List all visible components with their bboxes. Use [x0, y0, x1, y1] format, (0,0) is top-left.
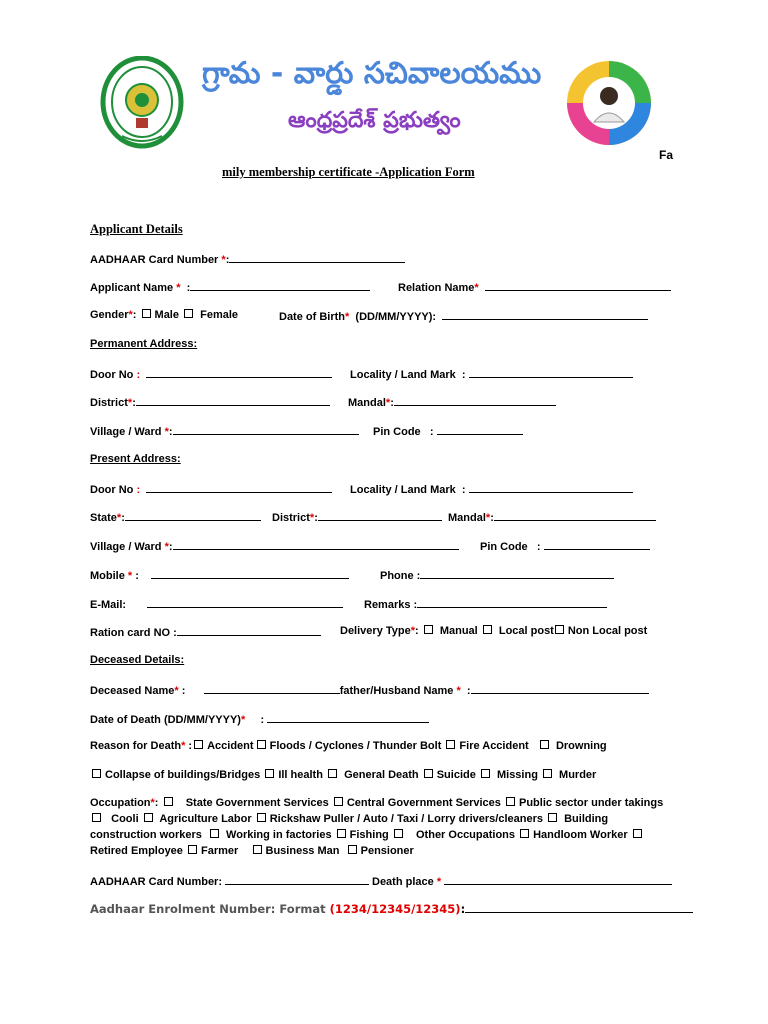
public-sector-label: Public sector under takings [518, 797, 664, 809]
farmer-checkbox[interactable] [253, 845, 262, 854]
rickshaw-label: Rickshaw Puller / Auto / Taxi / Lorry drivers/cleaners [269, 813, 543, 825]
collapse-checkbox[interactable] [92, 769, 101, 778]
female-checkbox[interactable] [184, 309, 193, 318]
state-govt-checkbox[interactable] [334, 797, 343, 806]
cooli-checkbox[interactable] [144, 813, 153, 822]
ill-health-checkbox[interactable] [265, 769, 274, 778]
handloom-checkbox[interactable] [633, 829, 642, 838]
pres-village-input[interactable] [173, 539, 459, 550]
remarks-row: Remarks : [364, 597, 607, 611]
occupation-row-2 [90, 813, 608, 825]
email-row [90, 597, 343, 611]
central-govt-checkbox[interactable] [506, 797, 515, 806]
ration-input[interactable] [177, 625, 321, 636]
perm-pin-label: Pin Code [373, 426, 421, 438]
murder-checkbox[interactable] [543, 769, 552, 778]
occupation-row-1: Occupation*: State Government Services Central Government Services Public sector under takings [90, 797, 664, 809]
fire-label: Fire Accident [459, 740, 529, 752]
gender-row: Gender*: Male Female [90, 309, 239, 321]
applicant-name-row: Applicant Name * : [90, 280, 370, 294]
suicide-checkbox[interactable] [424, 769, 433, 778]
ill-health-label: Ill health [278, 769, 323, 781]
pres-state-row: State*: [90, 510, 261, 524]
perm-locality-label: Locality / Land Mark [350, 369, 456, 381]
date-of-death-input[interactable] [267, 712, 429, 723]
construction-checkbox[interactable] [210, 829, 219, 838]
aadhaar-label: AADHAAR Card Number [90, 254, 219, 266]
pres-mandal-label: Mandal [448, 512, 486, 524]
non-local-post-label: Non Local post [567, 625, 648, 637]
business-checkbox[interactable] [348, 845, 357, 854]
retired-label: Retired Employee [90, 845, 183, 857]
state-govt-label: State Government Services [185, 797, 329, 809]
perm-door-row: Door No : [90, 367, 332, 381]
non-local-post-checkbox[interactable] [555, 625, 564, 634]
banner-title: గ్రామ - వార్డు సచివాలయము [202, 56, 542, 91]
pres-district-input[interactable] [318, 510, 442, 521]
occupation-label: Occupation [90, 797, 151, 809]
deceased-name-row: Deceased Name* : father/Husband Name * : [90, 683, 649, 697]
local-post-checkbox[interactable] [483, 625, 492, 634]
perm-village-label: Village / Ward [90, 426, 162, 438]
pres-village-row: Village / Ward *: [90, 539, 459, 553]
general-death-label: General Death [344, 769, 419, 781]
banner-subtitle: ఆంధ్రప్రదేశ్ ప్రభుత్వం [288, 108, 461, 133]
dob-input[interactable] [442, 309, 648, 320]
pres-mandal-input[interactable] [494, 510, 656, 521]
handloom-label: Handloom Worker [533, 829, 628, 841]
retired-checkbox[interactable] [188, 845, 197, 854]
section-present-address: Present Address: [90, 453, 181, 465]
aadhaar2-input[interactable] [225, 874, 369, 885]
fire-checkbox[interactable] [446, 740, 455, 749]
collapse-label: Collapse of buildings/Bridges [105, 769, 261, 781]
aadhaar-card-number-row: AADHAAR Card Number *: [90, 252, 405, 266]
section-deceased-details: Deceased Details: [90, 654, 185, 666]
dob-row: Date of Birth* (DD/MM/YYYY): [279, 309, 648, 323]
cooli-label: Cooli [111, 813, 139, 825]
other-label: Other Occupations [416, 829, 516, 841]
pres-village-label: Village / Ward [90, 541, 162, 553]
perm-district-input[interactable] [136, 395, 330, 406]
date-of-death-label: Date of Death (DD/MM/YYYY) [90, 714, 241, 726]
relation-name-row: Relation Name* [398, 280, 671, 294]
phone-row: Phone : [380, 568, 614, 582]
mobile-row: Mobile * : [90, 568, 349, 582]
manual-checkbox[interactable] [424, 625, 433, 634]
pres-state-label: State [90, 512, 117, 524]
perm-village-row: Village / Ward *: [90, 424, 359, 438]
header-banner [92, 50, 676, 160]
mobile-label: Mobile [90, 570, 125, 582]
fishing-label: Fishing [349, 829, 389, 841]
drowning-label: Drowning [555, 740, 607, 752]
reason-label: Reason for Death [90, 740, 182, 752]
male-checkbox[interactable] [142, 309, 151, 318]
floods-label: Floods / Cyclones / Thunder Bolt [269, 740, 442, 752]
title-fragment: Fa [659, 148, 674, 162]
applicant-name-label: Applicant Name [90, 282, 174, 294]
dob-label: Date of Birth [279, 311, 345, 323]
agri-labor-checkbox[interactable] [257, 813, 266, 822]
aadhaar-enrolment-row: Aadhaar Enrolment Number: Format (1234/12345/12345): [90, 902, 693, 916]
accident-label: Accident [207, 740, 254, 752]
male-label: Male [154, 309, 179, 321]
deceased-name-label: Deceased Name [90, 685, 175, 697]
death-place-input[interactable] [444, 874, 672, 885]
email-input[interactable] [147, 597, 343, 608]
gender-label: Gender [90, 309, 129, 321]
manual-label: Manual [439, 625, 478, 637]
farmer-label: Farmer [200, 845, 239, 857]
perm-mandal-input[interactable] [394, 395, 556, 406]
reason-row-2 [90, 769, 596, 781]
accident-checkbox[interactable] [194, 740, 203, 749]
pres-state-input[interactable] [125, 510, 261, 521]
applicant-name-input[interactable] [190, 280, 370, 291]
pres-district-row: District*: [272, 510, 442, 524]
other-checkbox[interactable] [520, 829, 529, 838]
missing-checkbox[interactable] [481, 769, 490, 778]
pres-door-label: Door No [90, 484, 134, 496]
pres-pin-input[interactable] [544, 539, 650, 550]
perm-village-input[interactable] [173, 424, 359, 435]
ap-emblem-icon [100, 56, 184, 152]
public-sector-checkbox[interactable] [92, 813, 101, 822]
aadhaar-enrolment-label: Aadhaar Enrolment Number: Format [90, 902, 326, 916]
aadhaar2-label: AADHAAR Card Number: [90, 876, 223, 888]
mobile-input[interactable] [151, 568, 349, 579]
date-of-death-row: Date of Death (DD/MM/YYYY)* : [90, 712, 429, 726]
floods-checkbox[interactable] [257, 740, 266, 749]
pres-pin-label: Pin Code [480, 541, 528, 553]
perm-pin-input[interactable] [437, 424, 523, 435]
section-permanent-address: Permanent Address: [90, 338, 198, 350]
pres-pin-row: Pin Code : [480, 539, 650, 553]
perm-locality-row: Locality / Land Mark : [350, 367, 633, 381]
navaratnalu-logo-icon [566, 60, 652, 146]
email-label: E-Mail: [90, 599, 127, 611]
deceased-name-input[interactable] [204, 683, 340, 694]
suicide-label: Suicide [436, 769, 476, 781]
rickshaw-checkbox[interactable] [548, 813, 557, 822]
occupation-row-4 [90, 845, 414, 857]
central-govt-label: Central Government Services [346, 797, 501, 809]
perm-door-input[interactable] [146, 367, 332, 378]
aadhaar-enrolment-input[interactable] [465, 902, 693, 913]
occ-blank-checkbox[interactable] [164, 797, 173, 806]
father-husband-input[interactable] [471, 683, 649, 694]
death-place-label: Death place [372, 876, 434, 888]
murder-label: Murder [559, 769, 597, 781]
death-place-row: Death place * [372, 874, 672, 888]
perm-mandal-row: Mandal*: [348, 395, 556, 409]
remarks-label: Remarks [364, 599, 411, 611]
pres-locality-label: Locality / Land Mark [350, 484, 456, 496]
pensioner-label: Pensioner [360, 845, 414, 857]
factories-label: Working in factories [226, 829, 332, 841]
general-death-checkbox[interactable] [328, 769, 337, 778]
missing-label: Missing [496, 769, 538, 781]
construction-label: construction workers [90, 829, 202, 841]
pres-locality-input[interactable] [469, 482, 633, 493]
pres-locality-row: Locality / Land Mark : [350, 482, 633, 496]
ration-label: Ration card NO [90, 627, 171, 639]
female-label: Female [200, 309, 239, 321]
local-post-label: Local post [498, 625, 554, 637]
aadhaar2-row [90, 874, 369, 888]
phone-input[interactable] [420, 568, 614, 579]
perm-door-label: Door No [90, 369, 134, 381]
remarks-input[interactable] [417, 597, 607, 608]
pres-door-input[interactable] [146, 482, 332, 493]
perm-locality-input[interactable] [469, 367, 633, 378]
pres-mandal-row: Mandal*: [448, 510, 656, 524]
agri-labor-label: Agriculture Labor [159, 813, 252, 825]
perm-mandal-label: Mandal [348, 397, 386, 409]
dob-format: (DD/MM/YYYY): [355, 311, 437, 323]
delivery-label: Delivery Type [340, 625, 411, 637]
relation-name-label: Relation Name [398, 282, 475, 294]
delivery-row: Delivery Type*: Manual Local post Non Local post [340, 625, 648, 637]
aadhaar-format: (1234/12345/12345) [329, 902, 461, 916]
factories-checkbox[interactable] [337, 829, 346, 838]
drowning-checkbox[interactable] [540, 740, 549, 749]
perm-pin-row: Pin Code : [373, 424, 523, 438]
relation-name-input[interactable] [485, 280, 671, 291]
pres-district-label: District [272, 512, 310, 524]
fishing-checkbox[interactable] [394, 829, 403, 838]
aadhaar-input[interactable] [229, 252, 405, 263]
perm-district-label: District [90, 397, 128, 409]
ration-row: Ration card NO : [90, 625, 321, 639]
pres-door-row: Door No : [90, 482, 332, 496]
occupation-row-3 [90, 829, 646, 841]
section-applicant-details: Applicant Details [90, 222, 183, 236]
form-title: mily membership certificate -Application Form [222, 165, 475, 179]
building-label: Building [564, 813, 609, 825]
phone-label: Phone [380, 570, 414, 582]
business-label: Business Man [265, 845, 340, 857]
perm-district-row: District*: [90, 395, 330, 409]
father-husband-label: father/Husband Name [339, 685, 454, 697]
reason-row-1: Reason for Death* : Accident Floods / Cyclones / Thunder Bolt Fire Accident Drowning [90, 740, 607, 752]
